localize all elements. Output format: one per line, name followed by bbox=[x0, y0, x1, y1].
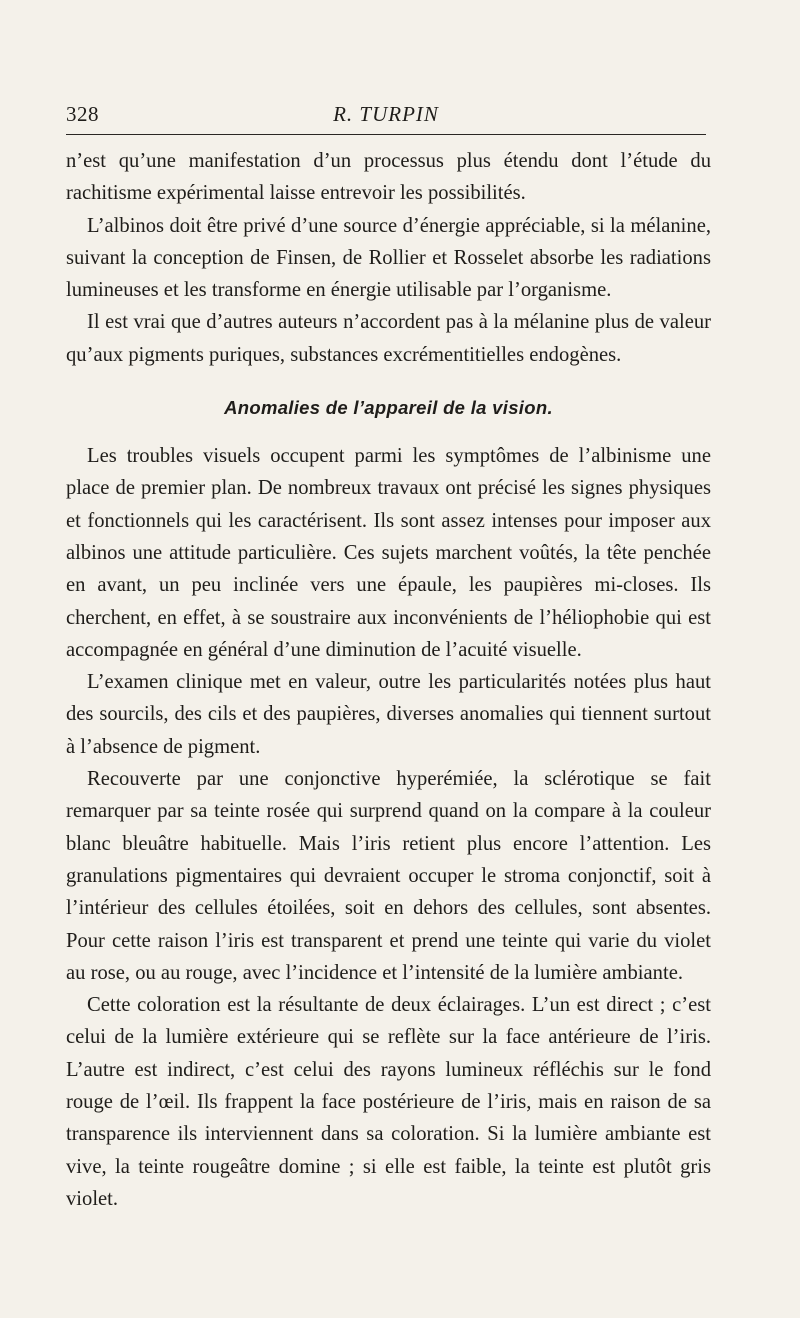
paragraph: n’est qu’une manifestation d’un processus plus étendu dont l’étude du rachitisme expérimental laisse entrevoir les possibilités. bbox=[66, 150, 711, 205]
paragraph: Les troubles visuels occupent parmi les symptômes de l’albinisme une place de premier plan. De nombreux travaux ont précisé les signes physiques et fonctionnels qui les caractérisent. Ils sont assez intenses pour imposer aux albinos une attitude particulière. Ces sujets marchent voûtés, la tête penchée en avant, un peu inclinée vers une épaule, les paupières mi-closes. Ils cherchent, en effet, à se soustraire aux inconvénients de l’héliophobie qui est accompagnée en général d’une diminution de l’acuité visuelle. bbox=[66, 445, 711, 661]
header-rule bbox=[66, 134, 706, 135]
paragraph: L’albinos doit être privé d’une source d’énergie appréciable, si la mélanine, suivant la conception de Finsen, de Rollier et Rosselet absorbe les radiations lumineuses et les transforme en énergie utilisable par l’organisme. bbox=[66, 214, 711, 302]
paragraph: Cette coloration est la résultante de deux éclairages. L’un est direct ; c’est celui de la lumière extérieure qui se reflète sur la face antérieure de l’iris. L’autre est indirect, c’est celui des rayons lumineux réfléchis sur le fond rouge de l’œil. Ils frappent la face postérieure de l’iris, mais en raison de sa transparence ils interviennent dans sa coloration. Si la lumière ambiante est vive, la teinte rougeâtre domine ; si elle est faible, la teinte est plutôt gris violet. bbox=[66, 994, 711, 1210]
paragraph: L’examen clinique met en valeur, outre les particularités notées plus haut des sourcils, des cils et des paupières, diverses anomalies qui tiennent surtout à l’absence de pigment. bbox=[66, 671, 711, 758]
section-heading: Anomalies de l’appareil de la vision. bbox=[224, 397, 553, 419]
page-header bbox=[66, 102, 706, 128]
paragraph: Recouverte par une conjonctive hyperémiée, la sclérotique se fait remarquer par sa teinte rosée qui surprend quand on la compare à la couleur blanc bleuâtre habituelle. Mais l’iris retient plus encore l’attention. Les granulations pigmentaires qui devraient occuper le stroma conjonctif, soit à l’intérieur des cellules étoilées, soit en dehors des cellules, sont absentes. Pour cette raison l’iris est transparent et prend une teinte qui varie du violet au rose, ou au rouge, avec l’incidence et l’intensité de la lumière ambiante. bbox=[66, 768, 711, 984]
paragraph: Il est vrai que d’autres auteurs n’accordent pas à la mélanine plus de valeur qu’aux pigments puriques, substances excrémentitielles endogènes. bbox=[66, 311, 711, 366]
page-number: 328 bbox=[66, 102, 99, 126]
running-head: R. TURPIN bbox=[333, 102, 439, 126]
body-text bbox=[66, 145, 711, 1215]
